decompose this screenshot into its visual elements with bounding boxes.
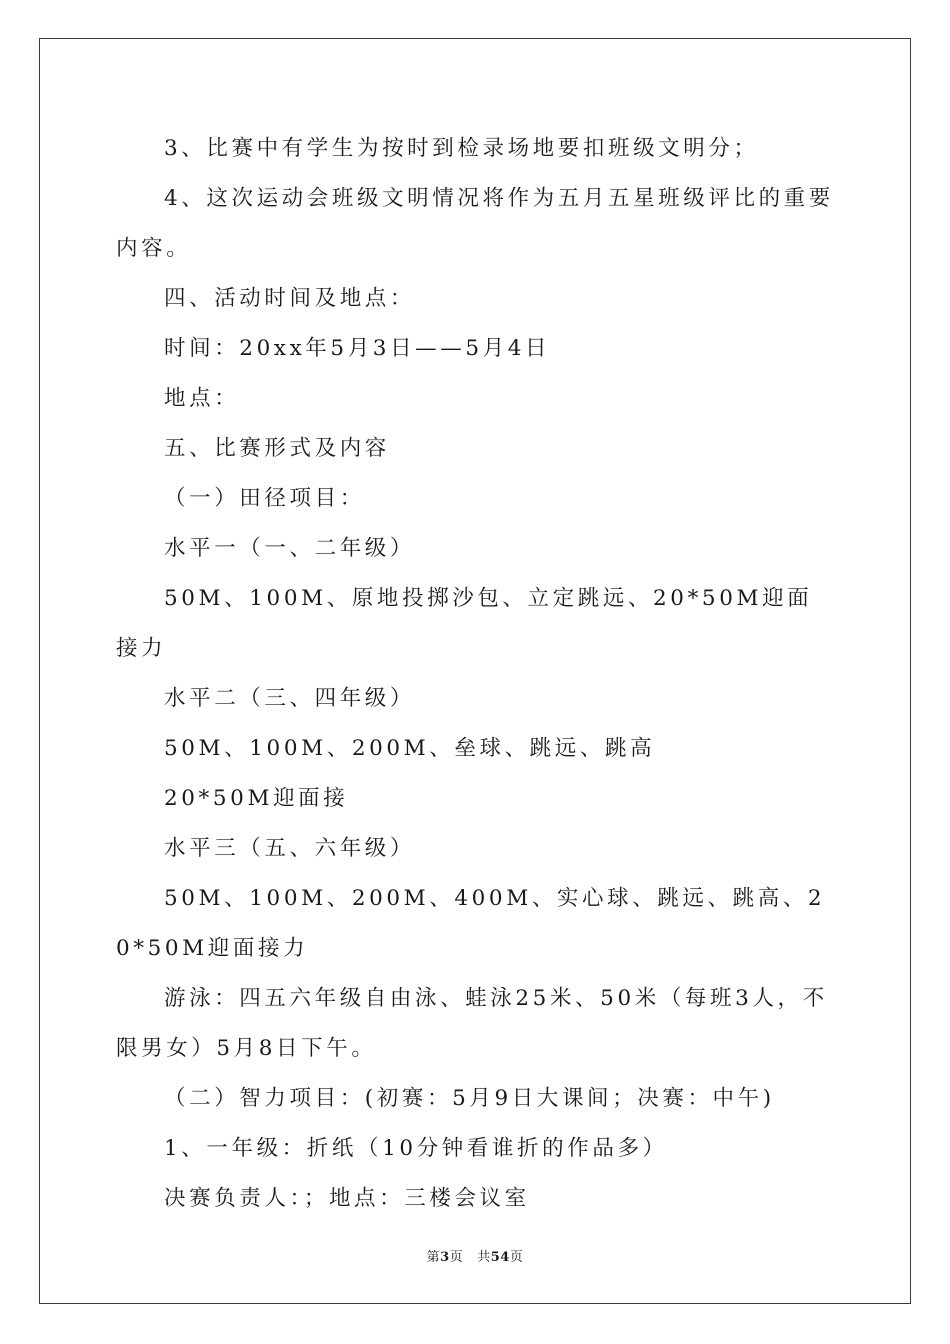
level-two-events: 50M、100M、200M、垒球、跳远、跳高 (164, 736, 656, 761)
level-two-relay: 20*50M迎面接 (164, 786, 349, 811)
footer-page-suffix: 页 (449, 1250, 464, 1265)
paragraph-location: 地点： (164, 386, 240, 411)
document-body (116, 124, 836, 1224)
level-two-heading: 水平二（三、四年级） (164, 686, 416, 711)
page-footer (0, 1246, 950, 1265)
paragraph-grade-one: 1、一年级：折纸（10分钟看谁折的作品多） (164, 1136, 668, 1161)
subheading-track-field: （一）田径项目： (164, 486, 365, 511)
footer-total-pages: 54 (490, 1250, 510, 1265)
section-heading-time-location: 四、活动时间及地点： (164, 286, 416, 311)
section-heading-format: 五、比赛形式及内容 (164, 436, 390, 461)
level-one-heading: 水平一（一、二年级） (164, 536, 416, 561)
level-three-events: 50M、100M、200M、400M、实心球、跳远、跳高、20*50M迎面接力 (116, 886, 826, 961)
paragraph-time: 时间：20xx年5月3日——5月4日 (164, 336, 551, 361)
level-one-events: 50M、100M、原地投掷沙包、立定跳远、20*50M迎面接力 (116, 586, 813, 661)
subheading-intellectual: （二）智力项目：(初赛：5月9日大课间；决赛：中午) (164, 1086, 775, 1111)
footer-page-prefix: 第 (426, 1250, 441, 1265)
level-three-heading: 水平三（五、六年级） (164, 836, 416, 861)
paragraph-rule-3: 3、比赛中有学生为按时到检录场地要扣班级文明分； (164, 136, 759, 161)
footer-total-suffix: 页 (509, 1250, 524, 1265)
paragraph-rule-4: 4、这次运动会班级文明情况将作为五月五星班级评比的重要内容。 (116, 186, 834, 261)
paragraph-swimming: 游泳：四五六年级自由泳、蛙泳25米、50米（每班3人，不限男女）5月8日下午。 (116, 986, 828, 1061)
footer-total-prefix: 共 (477, 1250, 491, 1265)
footer-page-number: 3 (440, 1250, 450, 1265)
paragraph-final-owner: 决赛负责人：；地点：三楼会议室 (164, 1186, 530, 1211)
